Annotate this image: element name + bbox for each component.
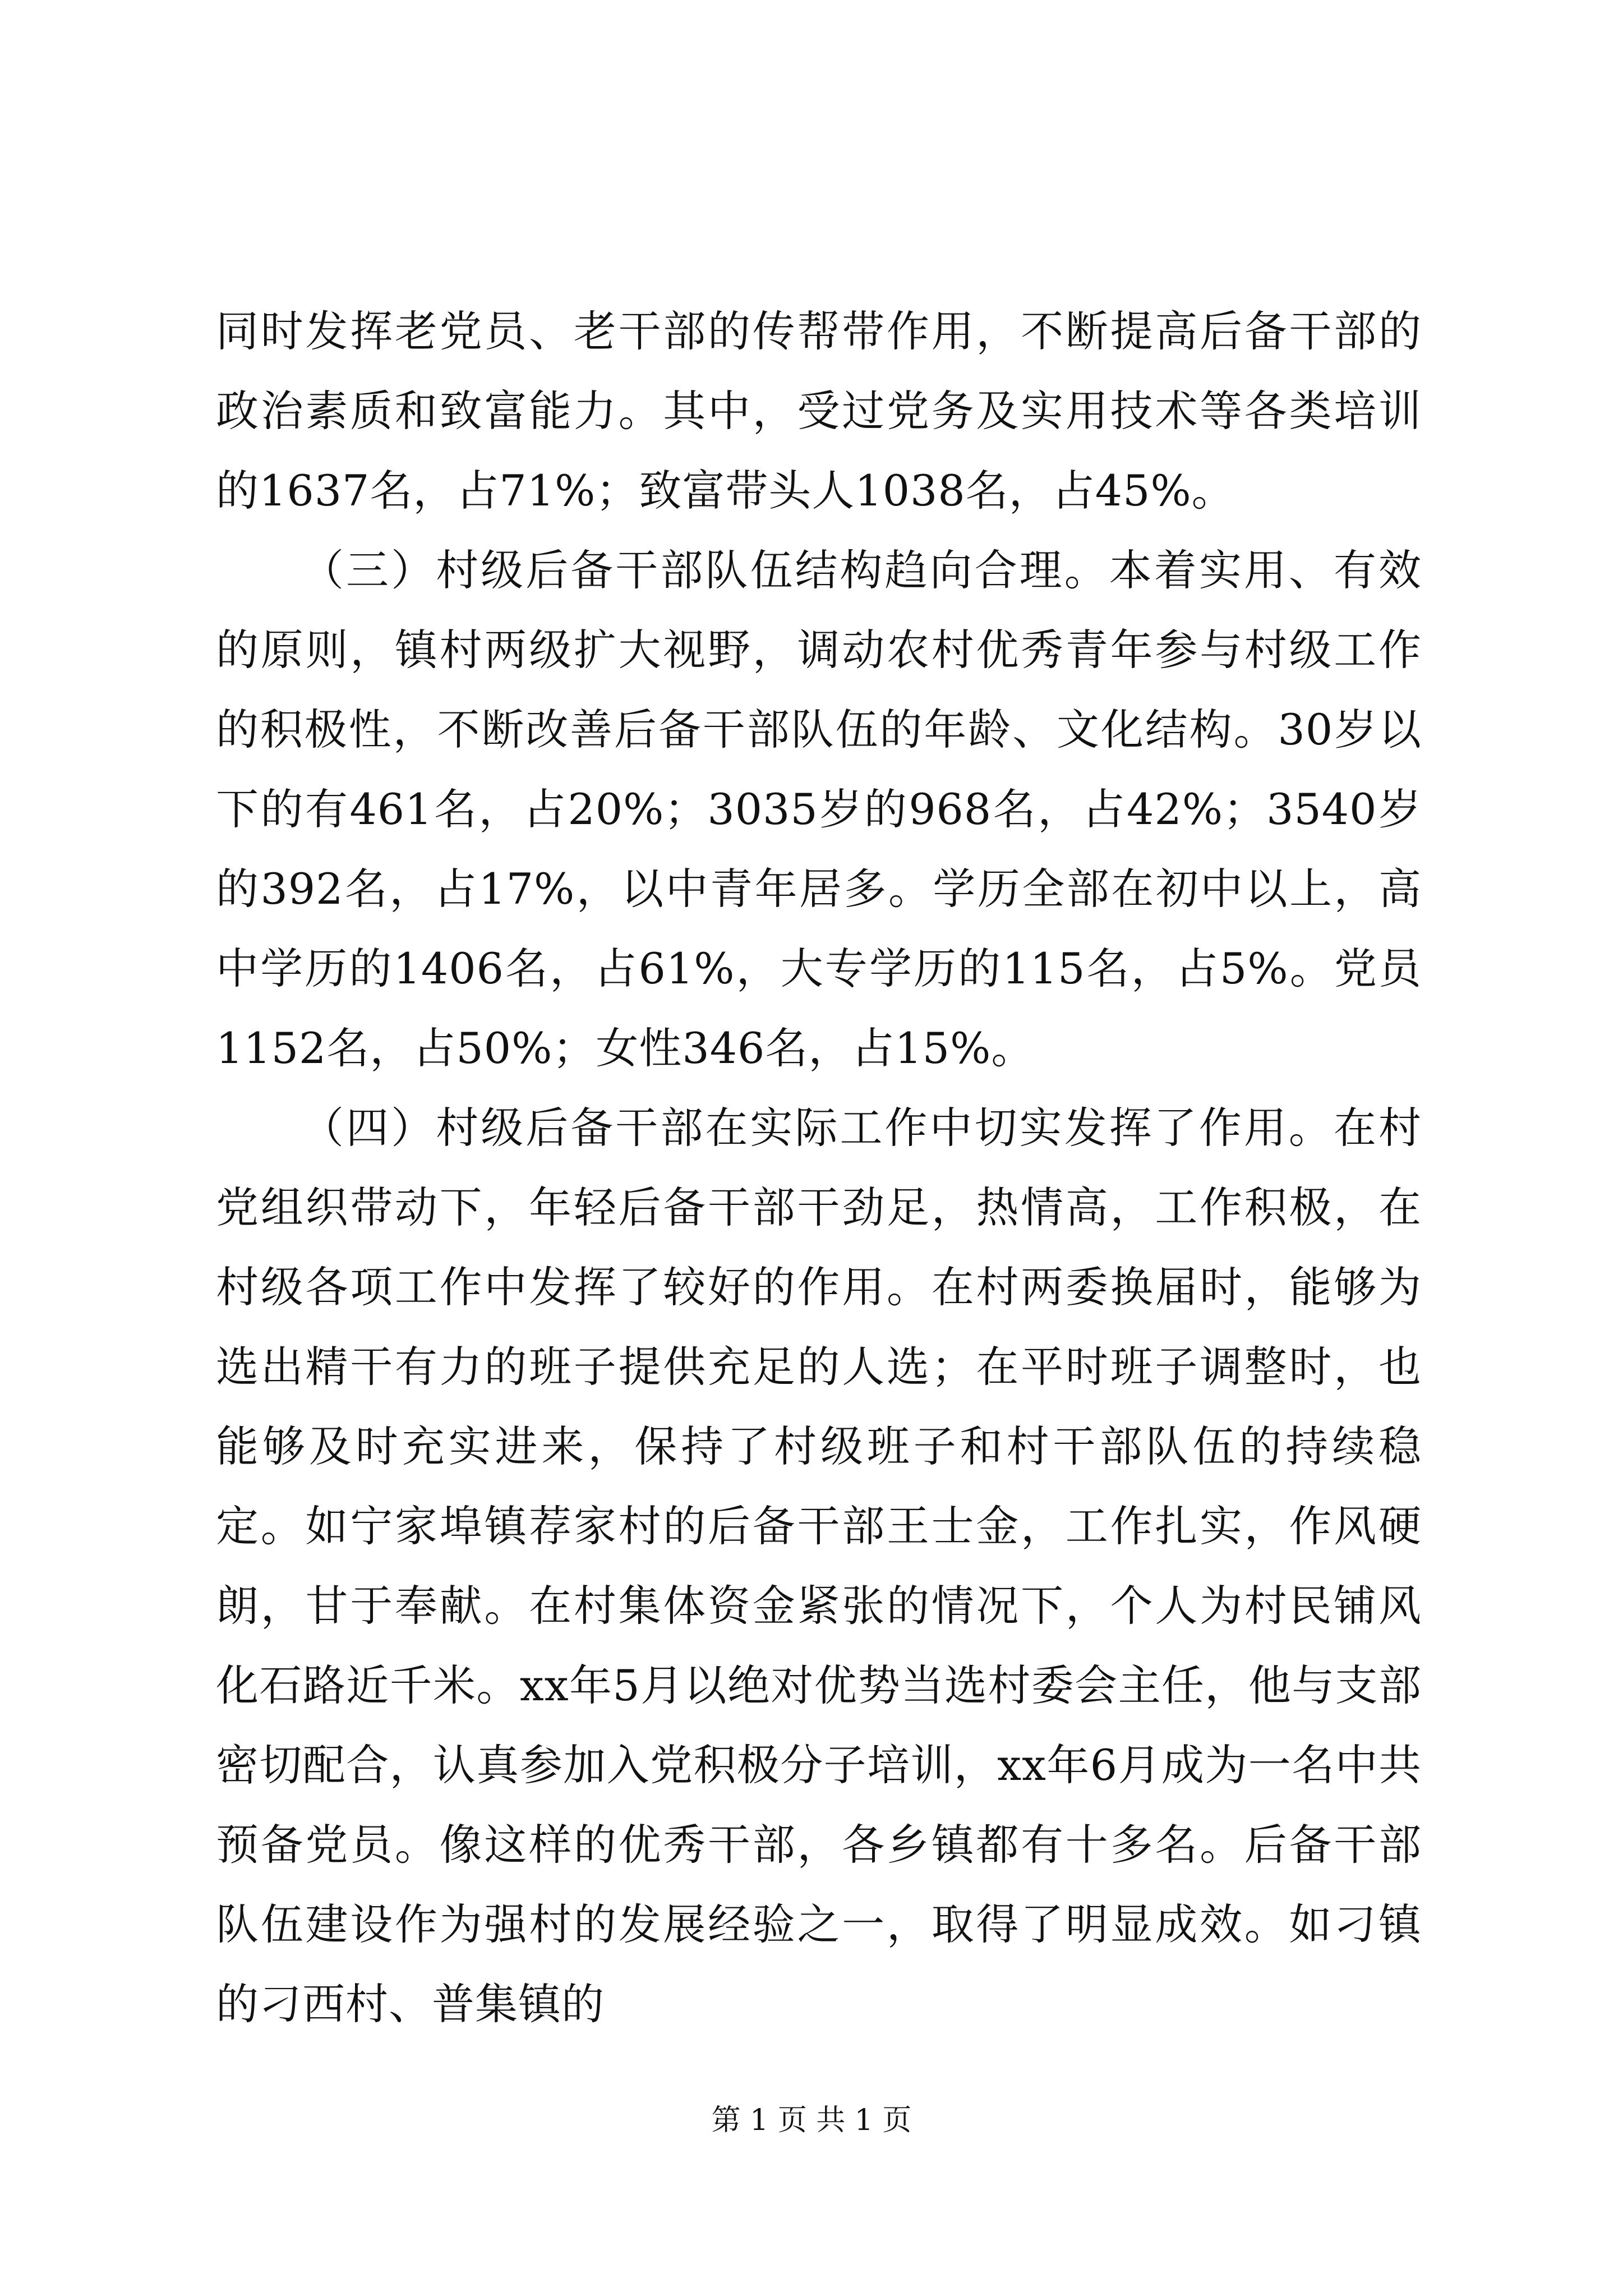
document-body <box>216 292 1422 2044</box>
paragraph-1: 同时发挥老党员、老干部的传帮带作用，不断提高后备干部的政治素质和致富能力。其中，受过党务及实用技术等各类培训的1637名，占71%；致富带头人1038名，占45%。 <box>216 306 1422 516</box>
paragraph-2: （三）村级后备干部队伍结构趋向合理。本着实用、有效的原则，镇村两级扩大视野，调动农村优秀青年参与村级工作的积极性，不断改善后备干部队伍的年龄、文化结构。30岁以下的有461名，占20%；3035岁的968名，占42%；3540岁的392名，占17%，以中青年居多。学历全部在初中以上，高中学历的1406名，占61%，大专学历的115名，占5%。党员1152名，占50%；女性346名，占15%。 <box>216 545 1422 1073</box>
page-footer <box>0 2098 1623 2143</box>
page-number-label: 第 1 页 共 1 页 <box>711 2104 912 2137</box>
paragraph-3: （四）村级后备干部在实际工作中切实发挥了作用。在村党组织带动下，年轻后备干部干劲足，热情高，工作积极，在村级各项工作中发挥了较好的作用。在村两委换届时，能够为选出精干有力的班子提供充足的人选；在平时班子调整时，也能够及时充实进来，保持了村级班子和村干部队伍的持续稳定。如宁家埠镇荐家村的后备干部王士金，工作扎实，作风硬朗，甘于奉献。在村集体资金紧张的情况下，个人为村民铺风化石路近千米。xx年5月以绝对优势当选村委会主任，他与支部密切配合，认真参加入党积极分子培训，xx年6月成为一名中共预备党员。像这样的优秀干部，各乡镇都有十多名。后备干部队伍建设作为强村的发展经验之一，取得了明显成效。如刁镇的刁西村、普集镇的 <box>216 1103 1422 2029</box>
